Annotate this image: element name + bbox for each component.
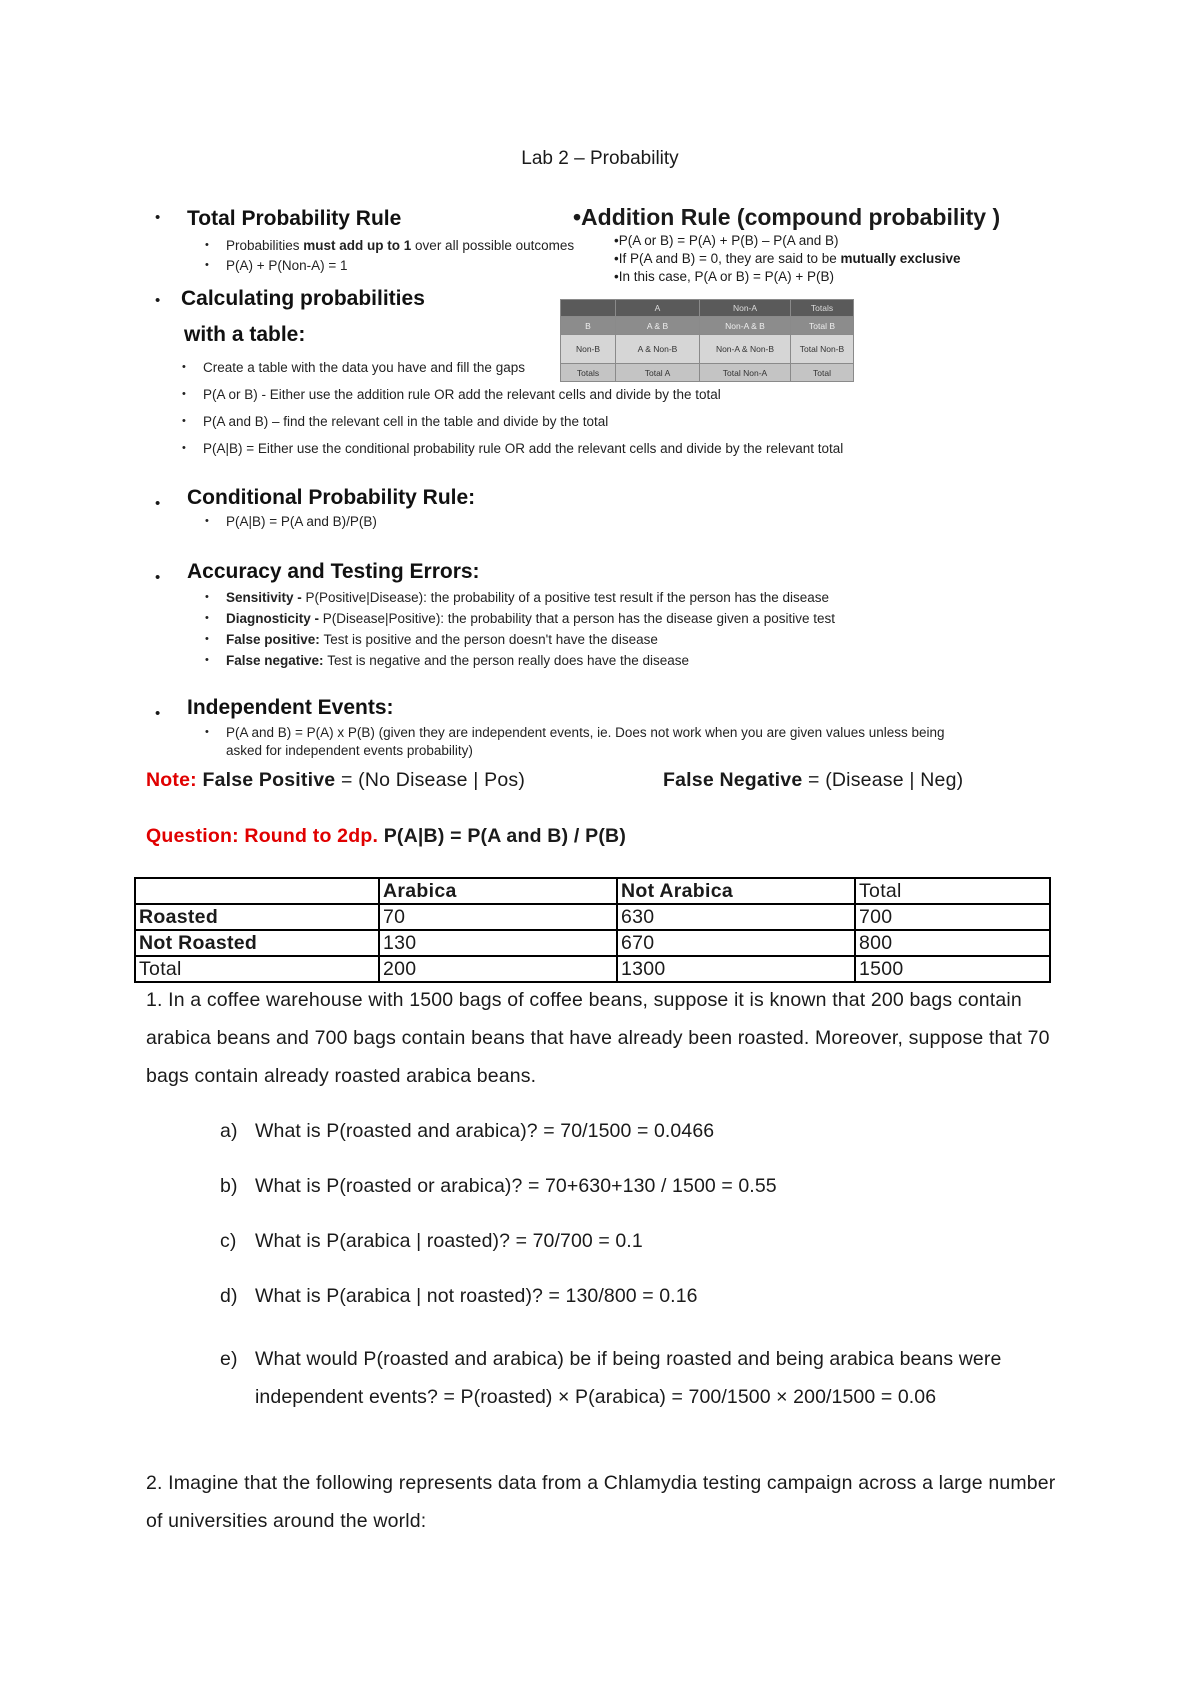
table-cell: Total <box>855 878 1050 904</box>
table-row <box>135 956 1050 982</box>
question-1-part-e: e) What would P(roasted and arabica) be if being roasted and being arabica beans were independent events? = P(roasted) × P(arabica) = 700/1500 × 200/1500 = 0.06 <box>220 1348 1002 1408</box>
table-cell <box>135 878 379 904</box>
bullet: • <box>155 569 161 586</box>
addition-rule-line-3: •In this case, P(A or B) = P(A) + P(B) <box>614 269 835 284</box>
list-item: • False positive: Test is positive and the person doesn't have the disease <box>205 632 658 647</box>
table-cell: 130 <box>379 930 617 956</box>
table-cell: 700 <box>855 904 1050 930</box>
table-cell: Total Non-A <box>700 364 791 382</box>
table-cell: A & Non-B <box>616 335 700 364</box>
list-item: • Diagnosticity - P(Disease|Positive): the probability that a person has the disease given a positive test <box>205 611 836 626</box>
addition-rule-line-2: •If P(A and B) = 0, they are said to be mutually exclusive <box>614 251 961 266</box>
table-cell: Total Non-B <box>791 335 854 364</box>
table-cell: A & B <box>616 317 700 335</box>
table-cell: 200 <box>379 956 617 982</box>
note-false-positive: Note: False Positive = (No Disease | Pos) <box>146 769 526 791</box>
table-cell: Totals <box>791 300 854 317</box>
table-cell: Non-B <box>561 335 616 364</box>
question-1-intro: 1. In a coffee warehouse with 1500 bags of coffee beans, suppose it is known that 200 bags contain arabica beans and 700 bags contain beans that have already been roasted. Moreover, suppose that 70 bags contain already roasted arabica beans. <box>146 989 1050 1087</box>
list-item: • Sensitivity - P(Positive|Disease): the probability of a positive test result if the person has the disease <box>205 590 830 605</box>
list-item: • P(A or B) - Either use the addition rule OR add the relevant cells and divide by the total <box>182 387 721 402</box>
table-cell <box>561 300 616 317</box>
table-cell: Totals <box>561 364 616 382</box>
question-2-intro: 2. Imagine that the following represents data from a Chlamydia testing campaign across a large number of universities around the world: <box>146 1472 1056 1532</box>
total-probability-heading: Total Probability Rule <box>187 207 402 230</box>
list-item: • False negative: Test is negative and the person really does have the disease <box>205 653 690 668</box>
table-row <box>135 930 1050 956</box>
coffee-data-table <box>134 877 1051 983</box>
probability-template-table <box>560 299 854 382</box>
table-cell: Total <box>791 364 854 382</box>
independent-line-1: • P(A and B) = P(A) x P(B) (given they are independent events, ie. Does not work when you are given values unless being <box>205 725 945 740</box>
table-cell: B <box>561 317 616 335</box>
conditional-heading: Conditional Probability Rule: <box>187 486 476 509</box>
bullet: • <box>155 292 161 309</box>
table-cell: Total <box>135 956 379 982</box>
addition-rule-line-1: •P(A or B) = P(A) + P(B) – P(A and B) <box>614 233 839 248</box>
table-row <box>561 364 854 382</box>
table-cell: 1300 <box>617 956 855 982</box>
table-cell: Total B <box>791 317 854 335</box>
note-false-negative: False Negative = (Disease | Neg) <box>663 769 964 791</box>
table-cell: 630 <box>617 904 855 930</box>
table-cell: 800 <box>855 930 1050 956</box>
list-item: • P(A and B) – find the relevant cell in the table and divide by the total <box>182 414 609 429</box>
addition-rule-heading: •Addition Rule (compound probability ) <box>573 204 1001 230</box>
table-cell: Not Arabica <box>617 878 855 904</box>
page-title: Lab 2 – Probability <box>521 148 679 169</box>
table-cell: 670 <box>617 930 855 956</box>
calculating-heading-line-2: with a table: <box>184 323 306 346</box>
table-cell: Not Roasted <box>135 930 379 956</box>
table-row <box>135 904 1050 930</box>
table-cell: Roasted <box>135 904 379 930</box>
table-cell: Non-A <box>700 300 791 317</box>
conditional-line-1: • P(A|B) = P(A and B)/P(B) <box>205 514 377 529</box>
bullet: • <box>155 705 161 722</box>
question-1-part-b: b) What is P(roasted or arabica)? = 70+630+130 / 1500 = 0.55 <box>220 1175 777 1197</box>
independent-heading: Independent Events: <box>187 696 394 719</box>
table-cell: Non-A & B <box>700 317 791 335</box>
table-row <box>561 335 854 364</box>
table-header-row <box>561 300 854 317</box>
question-1-part-d: d) What is P(arabica | not roasted)? = 130/800 = 0.16 <box>220 1285 698 1307</box>
table-row <box>561 317 854 335</box>
question-1-part-a: a) What is P(roasted and arabica)? = 70/1500 = 0.0466 <box>220 1120 715 1142</box>
table-cell: Arabica <box>379 878 617 904</box>
table-cell: Total A <box>616 364 700 382</box>
question-line: Question: Round to 2dp. P(A|B) = P(A and B) / P(B) <box>146 825 627 847</box>
bullet: • <box>155 495 161 512</box>
accuracy-heading: Accuracy and Testing Errors: <box>187 560 480 583</box>
table-cell: Non-A & Non-B <box>700 335 791 364</box>
list-item: • Create a table with the data you have and fill the gaps <box>182 360 525 375</box>
bullet: • <box>155 209 161 226</box>
question-1-part-c: c) What is P(arabica | roasted)? = 70/700 = 0.1 <box>220 1230 643 1252</box>
calculating-heading-line-1: Calculating probabilities <box>181 287 425 310</box>
independent-line-2: asked for independent events probability) <box>226 743 473 758</box>
table-header-row <box>135 878 1050 904</box>
list-item: • P(A|B) = Either use the conditional probability rule OR add the relevant cells and divide by the relevant total <box>182 441 844 456</box>
total-probability-line-2: • P(A) + P(Non-A) = 1 <box>205 258 348 273</box>
table-cell: 1500 <box>855 956 1050 982</box>
total-probability-line-1: • Probabilities must add up to 1 over all possible outcomes <box>205 238 575 253</box>
table-cell: 70 <box>379 904 617 930</box>
table-cell: A <box>616 300 700 317</box>
